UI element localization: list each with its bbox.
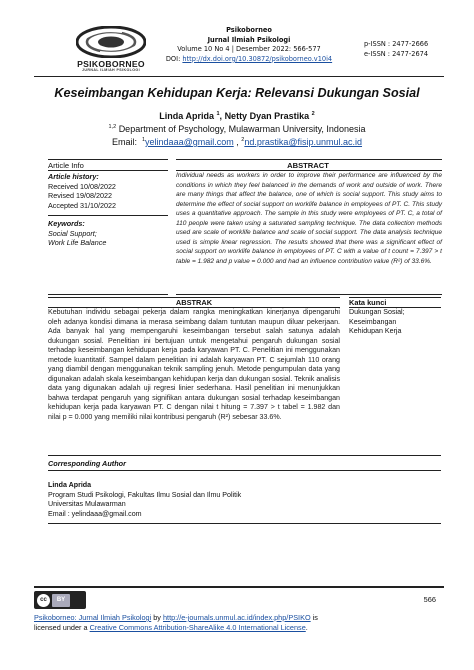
email-separator: , [233, 137, 239, 147]
article-title: Keseimbangan Kehidupan Kerja: Relevansi Dukungan Sosial [54, 86, 420, 100]
email-line [34, 137, 440, 147]
email-2-link[interactable]: nd.prastika@fisip.unmul.ac.id [244, 137, 363, 147]
author-2: Netty Dyan Prastika [224, 111, 310, 121]
issn-block [364, 39, 444, 59]
cc-icon: cc [37, 594, 50, 607]
abstract-bottom-rule [176, 294, 442, 295]
kata-kunci-list [349, 308, 441, 337]
author-line [34, 111, 440, 121]
logo-subtitle: JURNAL ILMIAH PSIKOLOGI [81, 68, 141, 72]
article-info [48, 172, 168, 210]
corresponding-name: Linda Aprida [48, 481, 92, 489]
affiliation-sup: 1,2 [108, 124, 117, 130]
doi-label: DOI: [165, 54, 181, 63]
affiliation-line [34, 124, 440, 134]
affiliation: Department of Psychology, Mulawarman University, Indonesia [118, 124, 366, 134]
journal-info [144, 26, 354, 64]
kata-kunci-heading: Kata kunci [349, 298, 387, 307]
keyword-2: Work Life Balance [48, 238, 107, 248]
author-1-sup: 1 [216, 111, 220, 117]
journal-link[interactable]: Psikoborneo: Jurnal Ilmiah Psikologi [34, 613, 152, 622]
email-1-link[interactable]: yelindaaa@gmail.com [145, 137, 234, 147]
corresponding-rule [48, 470, 441, 471]
author-2-sup: 2 [311, 111, 315, 117]
abstract-body: Individual needs as workers in order to improve their performance are influenced by the conditions in which they feel balanced in the demands of work and outside of work. There are many things that affect the balance, one of which is social support. This study aims to determine the effect of social support on worklife balance in employees of PT. C. This study uses a quantitative approach. The sample in this study were employees of PT. C, a total of 110 people were taken using a saturated sampling technique. The data collection methods used are scale of worklife balance and scale of social support. The data analysis technique used is simple linear regression. The results showed that there was a significant effect of social support on worklife balance in employees of PT. C with a value of t count = 7.397 > t table = 1.982 and p value = 0.000 and had an influence contribution value (R²) of 33.6%. [176, 172, 442, 265]
logo-name: PSIKOBORNEO [77, 59, 145, 69]
abstract-top-rule [176, 159, 442, 160]
header-divider [34, 76, 444, 77]
revised-date: Revised 19/08/2022 [48, 191, 112, 201]
license-by: by [151, 613, 163, 622]
kata-3: Kehidupan Kerja [349, 327, 402, 336]
license-text [34, 613, 444, 633]
history-label: Article history: [48, 172, 99, 181]
info-head-rule [48, 170, 168, 171]
corresponding-line-3: Email : yelindaaa@gmail.com [48, 509, 142, 518]
volume-line: Volume 10 No 4 | Desember 2022: 566-577 [177, 45, 321, 54]
journal-name: Jurnal Ilmiah Psikologi [207, 35, 291, 44]
keywords-label: Keywords: [48, 219, 85, 228]
author-1: Linda Aprida [159, 111, 214, 121]
keyword-1: Social Support; [48, 228, 97, 238]
logo-swirl-icon [76, 26, 146, 58]
doi-line [144, 55, 354, 65]
kata-1: Dukungan Sosial; [349, 308, 405, 316]
email-label: Email: [111, 137, 137, 147]
by-attribution-icon: BY [52, 594, 70, 607]
p-issn: p-ISSN : 2477-2666 [364, 40, 429, 48]
received-date: Received 10/08/2022 [48, 181, 116, 191]
doi-link[interactable]: http://dx.doi.org/10.30872/psikoborneo.v10i4 [182, 54, 333, 63]
article-info-heading: Article Info [48, 161, 84, 170]
abstrak-bottom-rule [48, 455, 441, 456]
info-bottom-rule [48, 294, 168, 295]
e-issn: e-ISSN : 2477-2674 [364, 50, 429, 58]
cc-license-link[interactable]: Creative Commons Attribution-ShareAlike 4.0 International License [89, 623, 306, 632]
license-prefix: licensed under a [34, 623, 90, 632]
accepted-date: Accepted 31/10/2022 [48, 200, 116, 210]
corresponding-author [48, 481, 348, 519]
footer [34, 587, 444, 647]
corresponding-line-2: Universitas Mulawarman [48, 500, 126, 509]
corresponding-bottom-rule [48, 523, 441, 524]
keywords-block [48, 219, 168, 248]
info-mid-rule [48, 215, 168, 216]
journal-header [34, 26, 444, 72]
page-number: 566 [423, 595, 436, 604]
kata-2: Keseimbangan [349, 317, 397, 326]
email-2-sup: 2 [241, 137, 245, 143]
email-1-sup: 1 [141, 137, 146, 143]
corresponding-heading: Corresponding Author [48, 459, 126, 468]
abstrak-heading: ABSTRAK [175, 298, 213, 307]
author-separator: , [219, 111, 225, 121]
abstrak-body: Kebutuhan individu sebagai pekerja dalam rangka meningkatkan kinerjanya dipengaruhi oleh adanya kondisi dimana ia merasa seimbang dalam tuntutan maupun diluar pekerjaan. Ada banyak hal yang mempengaruhi keseimbangan tersebut salah satunya adalah dukungan sosial. Penelitian ini bertujuan untuk mengetahui pengaruh dukungan sosial terhadap keseimbangan kehidupan kerja pada karyawan PT. C. Penelitian ini menggunakan metode kuantitatif. Sampel dalam penelitian ini adalah karyawan PT. C sejumlah 110 orang yang diambil dengan menggunakan teknik sampling jenuh. Metode pengumpulan data yang digunakan adalah skala keseimbangan kehidupan kerja dan dukungan sosial. Teknik analisis data yang digunakan adalah uji regresi linier sederhana. Hasil penelitian ini menunjukkan bahwa terdapat pengaruh yang signifikan antara dukungan sosial terhadap keseimbangan kehidupan kerja pada karyawan PT. C dengan nilai t hitung = 7.397 > t tabel = 1.982 dan nilai p = 0.000 yang memiliki nilai kontribusi pengaruh (R²) sebesar 33.6%. [48, 308, 340, 422]
license-end: . [305, 623, 308, 632]
corresponding-line-1: Program Studi Psikologi, Fakultas Ilmu Sosial dan Ilmu Politik [48, 490, 242, 499]
journal-url-link[interactable]: http://e-journals.unmul.ac.id/index.php/PSIKO [162, 613, 311, 622]
abstract-heading: ABSTRACT [287, 161, 329, 170]
info-top-rule [48, 159, 168, 160]
journal-brand: Psikoborneo [226, 26, 272, 34]
cc-license-badge[interactable] [34, 591, 86, 609]
license-is: is [310, 613, 318, 622]
